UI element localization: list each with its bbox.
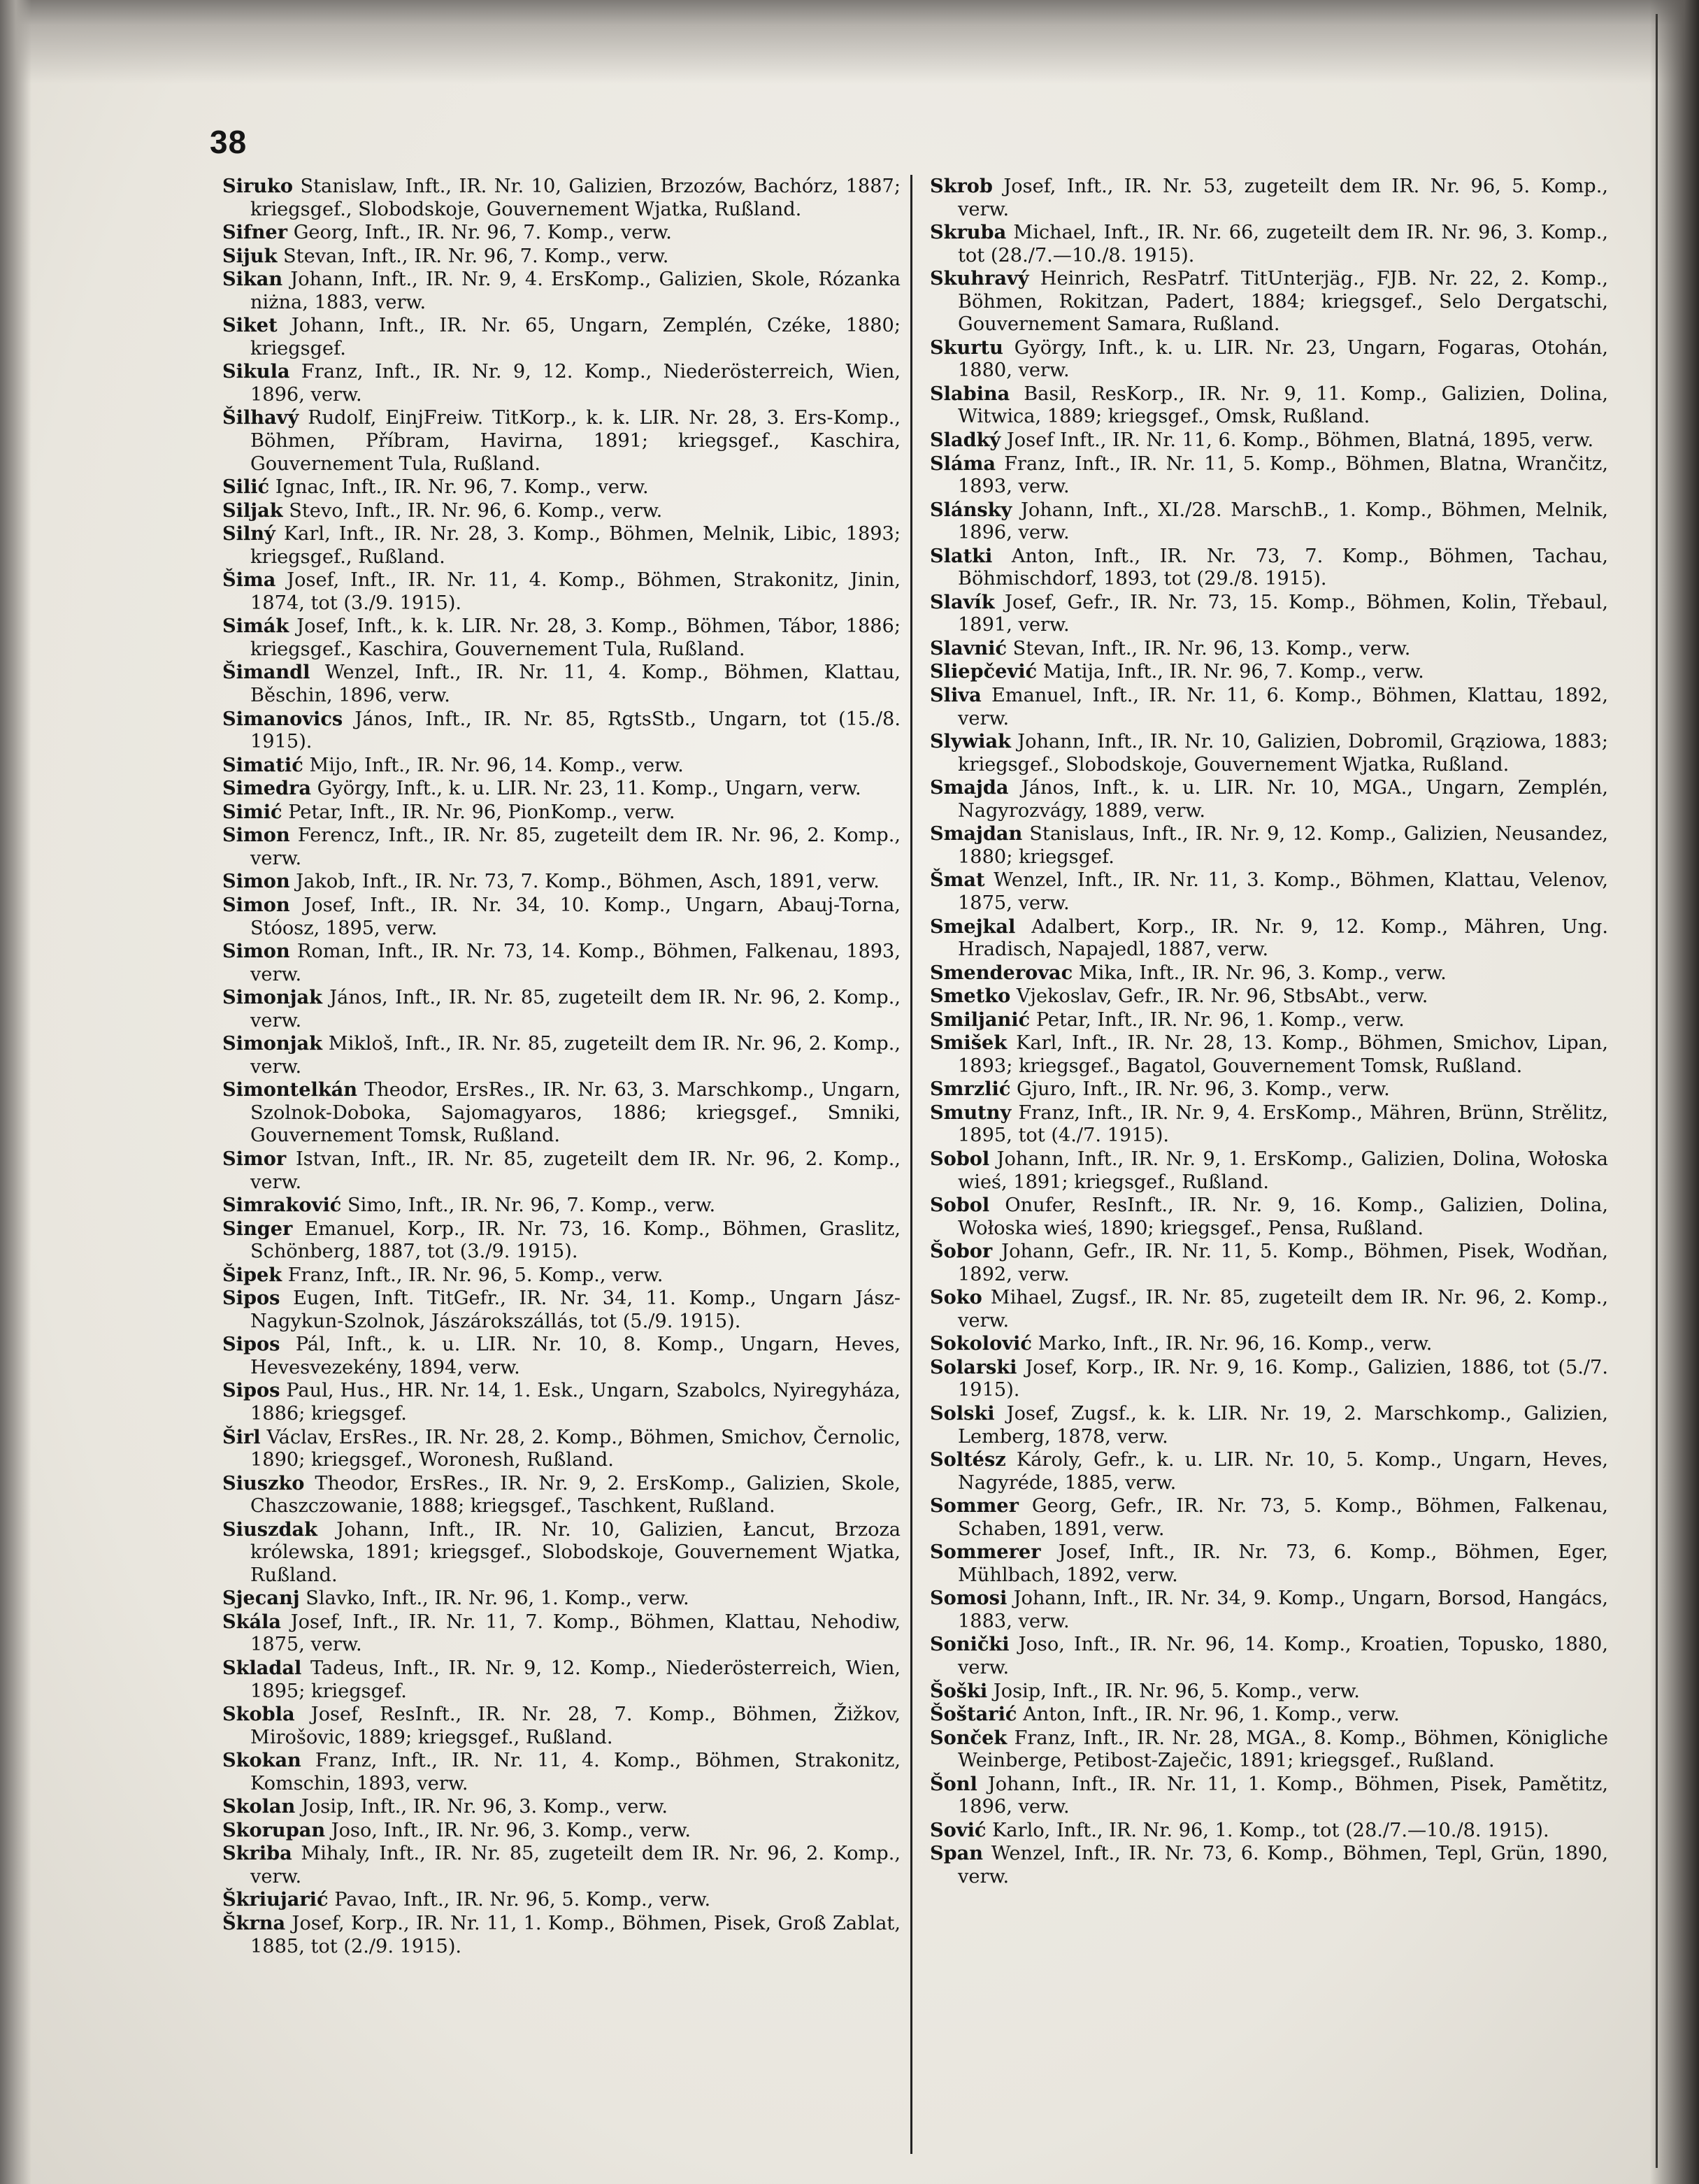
entry-details: János, Inft., IR. Nr. 85, zugeteilt dem IR. Nr. 96, 2. Komp., verw.: [250, 987, 901, 1032]
register-entry: [930, 822, 1608, 869]
entry-details: Rudolf, EinjFreiw. TitKorp., k. k. LIR. Nr. 28, 3. Ers-Komp., Böhmen, Příbram, Havirna, 1891; kriegsgef., Kaschira, Gouvernement Tula, Rußland.: [250, 407, 901, 475]
entry-details: Wenzel, Inft., IR. Nr. 73, 6. Komp., Böhmen, Tepl, Grün, 1890, verw.: [958, 1843, 1608, 1887]
entry-details: Tadeus, Inft., IR. Nr. 9, 12. Komp., Niederösterreich, Wien, 1895; kriegsgef.: [250, 1657, 901, 1702]
register-entry: [222, 777, 901, 801]
entry-surname: Sijuk: [222, 244, 278, 267]
entry-surname: Slavnić: [930, 636, 1008, 659]
register-entry: [930, 1680, 1608, 1704]
register-entry: [222, 1888, 901, 1912]
register-entry: [222, 569, 901, 615]
entry-details: Josef, Inft., IR. Nr. 11, 4. Komp., Böhmen, Strakonitz, Jinin, 1874, tot (3./9. 1915).: [250, 569, 901, 614]
register-entry: [930, 730, 1608, 776]
entry-details: Wenzel, Inft., IR. Nr. 11, 4. Komp., Böhmen, Klattau, Běschin, 1896, verw.: [250, 662, 901, 707]
entry-details: Josef Inft., IR. Nr. 11, 6. Komp., Böhmen, Blatná, 1895, verw.: [1001, 429, 1594, 452]
entry-surname: Sonček: [930, 1726, 1008, 1749]
entry-details: János, Inft., IR. Nr. 85, RgtsStb., Ungarn, tot (15./8. 1915).: [250, 708, 901, 753]
entry-surname: Soltész: [930, 1448, 1006, 1471]
register-entry: [930, 985, 1608, 1008]
entry-details: Josef, Gefr., IR. Nr. 73, 15. Komp., Böhmen, Kolin, Třebaul, 1891, verw.: [958, 591, 1608, 636]
register-entry: [222, 615, 901, 661]
entry-surname: Skurtu: [930, 336, 1003, 359]
entry-surname: Sokolović: [930, 1332, 1032, 1355]
register-entry: [222, 1287, 901, 1333]
entry-details: Petar, Inft., IR. Nr. 96, PionKomp., verw.: [282, 801, 675, 823]
register-entry: [930, 1194, 1608, 1240]
entry-details: Joso, Inft., IR. Nr. 96, 14. Komp., Kroatien, Topusko, 1880, verw.: [958, 1634, 1608, 1678]
entry-details: Johann, Inft., IR. Nr. 9, 4. ErsKomp., Galizien, Skole, Rózanka niżna, 1883, verw.: [250, 269, 901, 313]
entry-details: Petar, Inft., IR. Nr. 96, 1. Komp., verw.: [1030, 1008, 1405, 1031]
entry-surname: Sliepčević: [930, 660, 1038, 683]
entry-details: Slavko, Inft., IR. Nr. 96, 1. Komp., verw.: [299, 1587, 689, 1610]
register-entry: [930, 591, 1608, 637]
entry-details: Mijo, Inft., IR. Nr. 96, 14. Komp., verw.: [303, 754, 684, 776]
register-entry: [222, 245, 901, 269]
register-entry: [930, 499, 1608, 545]
entry-details: Basil, ResKorp., IR. Nr. 9, 11. Komp., Galizien, Dolina, Witwica, 1889; kriegsgef., Omsk, Rußland.: [958, 383, 1608, 428]
entry-surname: Škrna: [222, 1912, 286, 1935]
entry-details: Josef, Korp., IR. Nr. 11, 1. Komp., Böhmen, Pisek, Groß Zablat, 1885, tot (2./9. 1915).: [250, 1913, 901, 1957]
entry-details: Ferencz, Inft., IR. Nr. 85, zugeteilt dem IR. Nr. 96, 2. Komp., verw.: [250, 825, 901, 869]
entry-details: Istvan, Inft., IR. Nr. 85, zugeteilt dem IR. Nr. 96, 2. Komp., verw.: [250, 1148, 901, 1193]
page-border-line: [1656, 14, 1658, 2168]
entry-details: Paul, Hus., HR. Nr. 14, 1. Esk., Ungarn, Szabolcs, Nyiregyháza, 1886; kriegsgef.: [250, 1380, 901, 1425]
entry-surname: Simanovics: [222, 707, 343, 730]
entry-surname: Sobol: [930, 1194, 990, 1217]
entry-surname: Simedra: [222, 777, 311, 800]
entry-details: Karlo, Inft., IR. Nr. 96, 1. Komp., tot (28./7.—10./8. 1915).: [986, 1819, 1549, 1841]
entry-surname: Sović: [930, 1818, 987, 1841]
entry-details: Johann, Inft., IR. Nr. 11, 1. Komp., Böhmen, Pisek, Pamětitz, 1896, verw.: [958, 1773, 1608, 1818]
entry-details: Johann, Inft., IR. Nr. 10, Galizien, Dobromil, Grąziowa, 1883; kriegsgef., Slobodskoje, Gouvernement Wjatka, Rußland.: [958, 731, 1608, 776]
entry-surname: Sladký: [930, 429, 1001, 452]
column-divider: [910, 175, 912, 2154]
entry-details: Roman, Inft., IR. Nr. 73, 14. Komp., Böhmen, Falkenau, 1893, verw.: [250, 941, 901, 985]
entry-details: Josef, Inft., IR. Nr. 53, zugeteilt dem IR. Nr. 96, 5. Komp., verw.: [958, 176, 1608, 220]
entry-details: Josip, Inft., IR. Nr. 96, 3. Komp., verw.: [295, 1796, 668, 1818]
entry-surname: Smenderovac: [930, 961, 1073, 984]
entry-details: Simo, Inft., IR. Nr. 96, 7. Komp., verw.: [341, 1194, 716, 1217]
entry-surname: Skála: [222, 1610, 282, 1633]
entry-details: Pál, Inft., k. u. LIR. Nr. 10, 8. Komp., Ungarn, Heves, Hevesvezekény, 1894, verw.: [250, 1334, 901, 1378]
register-entry: [930, 1727, 1608, 1773]
entry-surname: Simon: [222, 824, 290, 847]
register-entry: [930, 1286, 1608, 1332]
entry-details: Johann, Inft., XI./28. MarschB., 1. Komp., Böhmen, Melnik, 1896, verw.: [958, 499, 1608, 544]
entry-details: Franz, Inft., IR. Nr. 11, 4. Komp., Böhmen, Strakonitz, Komschin, 1893, verw.: [250, 1750, 901, 1794]
entry-details: Johann, Inft., IR. Nr. 34, 9. Komp., Ungarn, Borsod, Hangács, 1883, verw.: [958, 1587, 1608, 1632]
register-entry: [222, 1264, 901, 1287]
entry-details: György, Inft., k. u. LIR. Nr. 23, Ungarn, Fogaras, Otohán, 1880, verw.: [958, 336, 1608, 382]
entry-surname: Skriba: [222, 1842, 292, 1865]
entry-surname: Simon: [222, 893, 290, 916]
register-entry: [930, 1541, 1608, 1587]
entry-details: Anton, Inft., IR. Nr. 96, 1. Komp., verw.: [1017, 1704, 1400, 1726]
register-entry: [930, 1587, 1608, 1633]
entry-details: Josef, ResInft., IR. Nr. 28, 7. Komp., Böhmen, Žižkov, Mirošovic, 1889; kriegsgef., Rußland.: [250, 1704, 901, 1748]
entry-details: Josef, Inft., IR. Nr. 34, 10. Komp., Ungarn, Abauj-Torna, Stóosz, 1895, verw.: [250, 894, 901, 939]
register-entry: [222, 1218, 901, 1264]
entry-details: Josef, Korp., IR. Nr. 9, 16. Komp., Galizien, 1886, tot (5./7. 1915).: [958, 1356, 1608, 1401]
entry-surname: Simonjak: [222, 986, 322, 1009]
entry-surname: Skladal: [222, 1657, 302, 1679]
entry-details: Josef, Inft., k. k. LIR. Nr. 28, 3. Komp., Böhmen, Tábor, 1886; kriegsgef., Kaschira, Gouvernement Tula, Rußland.: [250, 615, 901, 660]
register-entry: [222, 268, 901, 314]
entry-surname: Sommer: [930, 1494, 1019, 1518]
entry-surname: Sikan: [222, 268, 283, 291]
register-entry: [222, 1148, 901, 1194]
register-entry: [930, 776, 1608, 822]
entry-surname: Sipos: [222, 1379, 280, 1402]
register-entry: [930, 869, 1608, 915]
entry-surname: Sipos: [222, 1333, 280, 1356]
entry-surname: Sobol: [930, 1147, 990, 1170]
page-number: 38: [210, 124, 248, 160]
entry-surname: Simák: [222, 615, 289, 638]
entry-surname: Sikula: [222, 360, 290, 383]
right-column: [930, 175, 1608, 1888]
entry-details: Johann, Gefr., IR. Nr. 11, 5. Komp., Böhmen, Pisek, Wodňan, 1892, verw.: [958, 1241, 1608, 1285]
entry-surname: Slywiak: [930, 730, 1011, 753]
register-entry: [930, 429, 1608, 452]
entry-surname: Skruba: [930, 221, 1007, 244]
register-entry: [930, 1101, 1608, 1148]
entry-details: Stanislaus, Inft., IR. Nr. 9, 12. Komp., Galizien, Neusandez, 1880; kriegsgef.: [958, 823, 1608, 868]
entry-details: Mihael, Zugsf., IR. Nr. 85, zugeteilt dem IR. Nr. 96, 2. Komp., verw.: [958, 1287, 1608, 1332]
entry-surname: Skuhravý: [930, 267, 1029, 290]
entry-surname: Šobor: [930, 1240, 993, 1263]
entry-surname: Slavík: [930, 590, 995, 613]
entry-details: Franz, Inft., IR. Nr. 96, 5. Komp., verw.: [282, 1264, 664, 1286]
page-shadow-top: [0, 0, 1699, 84]
register-entry: [222, 1032, 901, 1078]
entry-surname: Simon: [222, 870, 290, 893]
entry-details: Emanuel, Inft., IR. Nr. 11, 6. Komp., Böhmen, Klattau, 1892, verw.: [958, 685, 1608, 729]
entry-surname: Siljak: [222, 499, 283, 522]
register-entry: [930, 1842, 1608, 1888]
register-entry: [222, 499, 901, 523]
register-entry: [222, 1611, 901, 1657]
entry-surname: Šimandl: [222, 661, 310, 684]
entry-surname: Šoštarić: [930, 1703, 1017, 1726]
register-entry: [930, 637, 1608, 661]
entry-surname: Skolan: [222, 1795, 296, 1818]
entry-details: Franz, Inft., IR. Nr. 9, 12. Komp., Niederösterreich, Wien, 1896, verw.: [250, 361, 901, 406]
entry-details: Franz, Inft., IR. Nr. 11, 5. Komp., Böhmen, Blatna, Wrančitz, 1893, verw.: [958, 452, 1608, 498]
entry-details: Georg, Gefr., IR. Nr. 73, 5. Komp., Böhmen, Falkenau, Schaben, 1891, verw.: [958, 1495, 1608, 1540]
entry-details: Theodor, ErsRes., IR. Nr. 63, 3. Marschkomp., Ungarn, Szolnok-Doboka, Sajomagyaros, 1886; kriegsgef., Smniki, Gouvernement Tomsk, Rußland.: [250, 1079, 901, 1147]
entry-details: Theodor, ErsRes., IR. Nr. 9, 2. ErsKomp., Galizien, Skole, Chaszczowanie, 1888; kriegsgef., Taschkent, Rußland.: [250, 1472, 901, 1518]
entry-details: Mika, Inft., IR. Nr. 96, 3. Komp., verw.: [1073, 962, 1447, 984]
entry-surname: Siket: [222, 314, 278, 337]
register-entry: [222, 1819, 901, 1843]
entry-details: Stevan, Inft., IR. Nr. 96, 7. Komp., verw.: [277, 245, 669, 267]
entry-details: Josef, Inft., IR. Nr. 11, 7. Komp., Böhmen, Klattau, Nehodiw, 1875, verw.: [250, 1611, 901, 1656]
register-entry: [930, 660, 1608, 684]
register-entry: [222, 708, 901, 754]
register-entry: [222, 1078, 901, 1148]
register-entry: [222, 986, 901, 1032]
register-entry: [222, 406, 901, 476]
entry-details: Emanuel, Korp., IR. Nr. 73, 16. Komp., Böhmen, Graslitz, Schönberg, 1887, tot (3./9. 1915).: [250, 1218, 901, 1263]
entry-details: Stanislaw, Inft., IR. Nr. 10, Galizien, Brzozów, Bachórz, 1887; kriegsgef., Slobodskoje, Gouvernement Wjatka, Rußland.: [250, 176, 901, 220]
entry-surname: Sonički: [930, 1633, 1010, 1656]
entry-details: Gjuro, Inft., IR. Nr. 96, 3. Komp., verw.: [1010, 1078, 1390, 1101]
entry-surname: Siuszdak: [222, 1518, 317, 1541]
register-entry: [930, 383, 1608, 429]
entry-surname: Simontelkán: [222, 1078, 358, 1101]
entry-surname: Smišek: [930, 1032, 1008, 1055]
entry-details: Stevan, Inft., IR. Nr. 96, 13. Komp., verw.: [1007, 637, 1411, 659]
entry-details: Johann, Inft., IR. Nr. 65, Ungarn, Zemplén, Czéke, 1880; kriegsgef.: [250, 315, 901, 359]
entry-surname: Singer: [222, 1217, 293, 1240]
entry-surname: Simon: [222, 940, 290, 963]
entry-surname: Širl: [222, 1425, 261, 1448]
register-entry: [222, 1749, 901, 1795]
entry-surname: Šoški: [930, 1679, 988, 1702]
entry-surname: Šima: [222, 569, 276, 592]
entry-surname: Sláma: [930, 452, 996, 475]
entry-surname: Skrob: [930, 175, 993, 197]
page-shadow-left: [0, 0, 31, 2184]
entry-details: Mikloš, Inft., IR. Nr. 85, zugeteilt dem IR. Nr. 96, 2. Komp., verw.: [250, 1033, 901, 1078]
entry-surname: Smrzlić: [930, 1078, 1011, 1101]
register-entry: [930, 221, 1608, 267]
entry-surname: Soko: [930, 1286, 982, 1309]
entry-surname: Smajdan: [930, 822, 1023, 845]
register-entry: [930, 1448, 1608, 1494]
register-entry: [222, 1379, 901, 1425]
entry-surname: Sipos: [222, 1287, 280, 1310]
register-entry: [222, 661, 901, 707]
entry-details: Johann, Inft., IR. Nr. 9, 1. ErsKomp., Galizien, Dolina, Wołoska wieś, 1891; kriegsgef., Rußland.: [958, 1148, 1608, 1193]
entry-surname: Sliva: [930, 684, 982, 707]
register-entry: [222, 522, 901, 569]
entry-surname: Simor: [222, 1147, 287, 1170]
register-entry: [222, 940, 901, 986]
entry-surname: Šilhavý: [222, 406, 299, 429]
register-entry: [930, 1633, 1608, 1679]
register-entry: [222, 1703, 901, 1749]
entry-details: Vjekoslav, Gefr., IR. Nr. 96, StbsAbt., verw.: [1010, 985, 1428, 1008]
entry-details: Stevo, Inft., IR. Nr. 96, 6. Komp., verw.: [282, 499, 663, 522]
entry-details: Franz, Inft., IR. Nr. 28, MGA., 8. Komp., Böhmen, Königliche Weinberge, Petibost-Zaječic, 1891; kriegsgef., Rußland.: [958, 1727, 1608, 1772]
entry-surname: Sommerer: [930, 1541, 1041, 1564]
register-entry: [930, 1032, 1608, 1078]
entry-details: Josef, Inft., IR. Nr. 73, 6. Komp., Böhmen, Eger, Mühlbach, 1892, verw.: [958, 1541, 1608, 1586]
register-entry: [222, 1795, 901, 1819]
entry-details: Adalbert, Korp., IR. Nr. 9, 12. Komp., Mähren, Ung. Hradisch, Napajedl, 1887, verw.: [958, 915, 1608, 961]
register-entry: [222, 870, 901, 894]
entry-details: Karl, Inft., IR. Nr. 28, 3. Komp., Böhmen, Melnik, Libic, 1893; kriegsgef., Rußland.: [250, 523, 901, 568]
entry-details: Johann, Inft., IR. Nr. 10, Galizien, Łancut, Brzoza królewska, 1891; kriegsgef., Slobodskoje, Gouvernement Wjatka, Rußland.: [250, 1518, 901, 1586]
left-column: [222, 175, 901, 1958]
entry-details: Marko, Inft., IR. Nr. 96, 16. Komp., verw.: [1031, 1333, 1433, 1355]
register-entry: [930, 1494, 1608, 1541]
entry-surname: Šipek: [222, 1263, 282, 1286]
register-entry: [930, 962, 1608, 985]
entry-details: György, Inft., k. u. LIR. Nr. 23, 11. Komp., Ungarn, verw.: [310, 778, 861, 800]
entry-surname: Smejkal: [930, 915, 1016, 938]
entry-details: Karl, Inft., IR. Nr. 28, 13. Komp., Böhmen, Smichov, Lipan, 1893; kriegsgef., Bagatol, Gouvernement Tomsk, Rußland.: [958, 1032, 1608, 1077]
register-entry: [930, 1703, 1608, 1727]
entry-surname: Smajda: [930, 776, 1009, 799]
entry-surname: Simatić: [222, 753, 303, 776]
register-entry: [222, 754, 901, 778]
register-entry: [930, 1773, 1608, 1819]
entry-details: Matija, Inft., IR. Nr. 96, 7. Komp., verw.: [1037, 661, 1424, 683]
register-entry: [930, 1148, 1608, 1194]
entry-surname: Span: [930, 1842, 984, 1865]
entry-surname: Skorupan: [222, 1818, 326, 1841]
entry-details: Jakob, Inft., IR. Nr. 73, 7. Komp., Böhmen, Asch, 1891, verw.: [289, 871, 880, 893]
register-entry: [222, 1912, 901, 1958]
entry-details: Ignac, Inft., IR. Nr. 96, 7. Komp., verw.: [269, 476, 649, 499]
entry-details: Mihaly, Inft., IR. Nr. 85, zugeteilt dem IR. Nr. 96, 2. Komp., verw.: [250, 1843, 901, 1887]
entry-details: Károly, Gefr., k. u. LIR. Nr. 10, 5. Komp., Ungarn, Heves, Nagyréde, 1885, verw.: [958, 1449, 1608, 1494]
register-entry: [222, 824, 901, 870]
register-entry: [222, 1657, 901, 1703]
register-entry: [222, 221, 901, 245]
register-entry: [930, 1008, 1608, 1032]
register-entry: [222, 1194, 901, 1218]
register-entry: [222, 1333, 901, 1379]
entry-details: Josip, Inft., IR. Nr. 96, 5. Komp., verw.: [987, 1680, 1360, 1702]
entry-surname: Solski: [930, 1401, 995, 1425]
register-entry: [222, 1426, 901, 1472]
register-entry: [930, 545, 1608, 591]
entry-surname: Siruko: [222, 175, 294, 197]
entry-surname: Šmat: [930, 869, 985, 892]
entry-surname: Slatki: [930, 544, 993, 567]
register-entry: [930, 175, 1608, 221]
entry-surname: Slánsky: [930, 498, 1012, 521]
register-entry: [930, 1402, 1608, 1448]
entry-surname: Smetko: [930, 985, 1011, 1008]
entry-surname: Smutny: [930, 1101, 1012, 1124]
entry-surname: Siuszko: [222, 1471, 305, 1494]
register-entry: [930, 267, 1608, 336]
entry-details: Joso, Inft., IR. Nr. 96, 3. Komp., verw.: [325, 1819, 691, 1841]
register-entry: [930, 1332, 1608, 1356]
entry-surname: Sjecanj: [222, 1587, 300, 1610]
register-entry: [930, 1819, 1608, 1843]
entry-surname: Silný: [222, 522, 275, 545]
register-entry: [222, 1842, 901, 1888]
entry-surname: Šonl: [930, 1772, 977, 1795]
register-entry: [222, 476, 901, 499]
entry-details: Eugen, Inft. TitGefr., IR. Nr. 34, 11. Komp., Ungarn Jász-Nagykun-Szolnok, Jászárokszállás, tot (5./9. 1915).: [250, 1287, 901, 1332]
entry-surname: Solarski: [930, 1355, 1017, 1378]
register-entry: [930, 1240, 1608, 1286]
register-entry: [222, 314, 901, 360]
register-entry: [222, 1587, 901, 1611]
register-entry: [930, 1356, 1608, 1402]
entry-surname: Sifner: [222, 221, 288, 244]
entry-surname: Skokan: [222, 1749, 301, 1772]
entry-surname: Smiljanić: [930, 1008, 1031, 1031]
entry-surname: Škriujarić: [222, 1888, 329, 1911]
entry-details: Heinrich, ResPatrf. TitUnterjäg., FJB. Nr. 22, 2. Komp., Böhmen, Rokitzan, Padert, 1884; kriegsgef., Selo Dergatschi, Gouvernement Samara, Rußland.: [958, 268, 1608, 336]
entry-surname: Simraković: [222, 1194, 342, 1217]
register-entry: [222, 801, 901, 825]
register-entry: [222, 894, 901, 940]
entry-surname: Somosi: [930, 1587, 1008, 1610]
register-entry: [222, 175, 901, 221]
entry-details: János, Inft., k. u. LIR. Nr. 10, MGA., Ungarn, Zemplén, Nagyrozvágy, 1889, verw.: [958, 777, 1608, 822]
register-entry: [930, 915, 1608, 962]
entry-surname: Simonjak: [222, 1032, 322, 1055]
entry-surname: Slabina: [930, 382, 1010, 405]
entry-surname: Silić: [222, 476, 270, 499]
entry-details: Josef, Zugsf., k. k. LIR. Nr. 19, 2. Marschkomp., Galizien, Lemberg, 1878, verw.: [958, 1402, 1608, 1448]
register-entry: [222, 360, 901, 406]
entry-surname: Simić: [222, 800, 282, 823]
entry-details: Václav, ErsRes., IR. Nr. 28, 2. Komp., Böhmen, Smichov, Černolic, 1890; kriegsgef., Woronesh, Rußland.: [250, 1426, 901, 1471]
register-entry: [930, 684, 1608, 730]
register-entry: [930, 336, 1608, 383]
entry-details: Pavao, Inft., IR. Nr. 96, 5. Komp., verw.: [328, 1889, 711, 1911]
entry-details: Anton, Inft., IR. Nr. 73, 7. Komp., Böhmen, Tachau, Böhmischdorf, 1893, tot (29./8. 1915).: [958, 545, 1608, 590]
entry-details: Michael, Inft., IR. Nr. 66, zugeteilt dem IR. Nr. 96, 3. Komp., tot (28./7.—10./8. 1915).: [958, 222, 1608, 266]
entry-details: Georg, Inft., IR. Nr. 96, 7. Komp., verw.: [287, 222, 672, 244]
register-entry: [222, 1472, 901, 1518]
entry-surname: Skobla: [222, 1703, 295, 1726]
entry-details: Wenzel, Inft., IR. Nr. 11, 3. Komp., Böhmen, Klattau, Velenov, 1875, verw.: [958, 869, 1608, 914]
register-entry: [930, 1078, 1608, 1101]
register-entry: [222, 1518, 901, 1587]
register-entry: [930, 452, 1608, 499]
entry-details: Franz, Inft., IR. Nr. 9, 4. ErsKomp., Mähren, Brünn, Strělitz, 1895, tot (4./7. 1915).: [958, 1101, 1608, 1147]
entry-details: Onufer, ResInft., IR. Nr. 9, 16. Komp., Galizien, Dolina, Wołoska wieś, 1890; kriegsgef., Pensa, Rußland.: [958, 1194, 1608, 1239]
